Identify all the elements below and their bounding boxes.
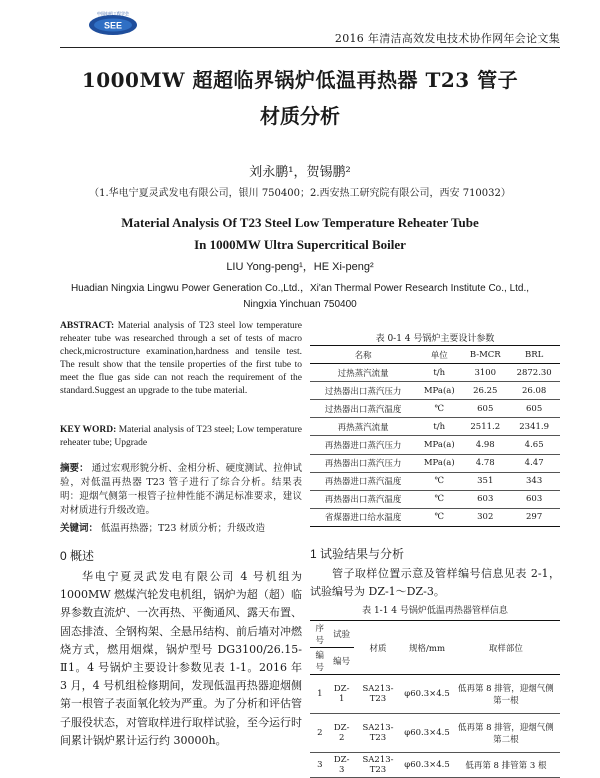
table-cell: SA213-T23 — [362, 723, 394, 743]
keywords-en — [60, 424, 302, 450]
table-cell: φ60.3×4.5 — [404, 728, 450, 738]
table-header-row — [310, 621, 560, 648]
table-cell: 过热蒸汽流量 — [337, 368, 389, 379]
table-cell: 再热器进口蒸汽压力 — [324, 441, 402, 452]
abstract-zh — [60, 462, 302, 518]
table-cell: 605 — [477, 403, 494, 414]
table-cell: 4.78 — [475, 458, 495, 469]
table-cell: SA213-T23 — [362, 684, 394, 704]
table-cell: 再热器出口蒸汽温度 — [324, 495, 402, 506]
table-cell: t/h — [433, 367, 446, 378]
tube-samples-table — [310, 620, 560, 778]
table-cell: 26.08 — [521, 385, 547, 396]
table-row — [310, 508, 560, 526]
table-header-cell: B-MCR — [469, 349, 501, 360]
table-cell: 2511.2 — [470, 421, 501, 432]
table-cell: 过热器出口蒸汽温度 — [324, 404, 402, 415]
title-zh-line2: 材质分析 — [260, 104, 340, 128]
table-header-cell: 试验 — [333, 630, 351, 640]
table-row — [310, 436, 560, 454]
table-header-cell: 序号 — [315, 624, 325, 646]
table-cell: 351 — [477, 476, 494, 487]
table-cell: t/h — [433, 421, 446, 432]
table-cell: DZ-2 — [333, 723, 350, 743]
table-cell: 再热器出口蒸汽压力 — [324, 459, 402, 470]
table-cell: MPa(a) — [423, 385, 455, 396]
table-header-cell: 编号 — [315, 651, 325, 673]
abstract-en — [60, 320, 302, 398]
keywords-zh — [60, 520, 302, 534]
table-cell: MPa(a) — [423, 440, 455, 451]
table-row — [310, 490, 560, 508]
title-en-line2: In 1000MW Ultra Supercritical Boiler — [194, 237, 406, 252]
table-cell: SA213-T23 — [362, 755, 394, 775]
keywords-zh-label: 关键词： — [60, 523, 99, 534]
abstract-zh-text: 通过宏观形貌分析、金相分析、硬度测试、拉伸试验，对低温再热器 T23 管子进行了综合分析。结果表明：迎烟气侧第一根管子拉伸性能不满足标准要求，建议对材质进行升级改造。 — [60, 463, 302, 516]
table-header-cell: 规格/mm — [409, 643, 445, 654]
abstract-label: ABSTRACT: — [60, 321, 115, 331]
table-cell: 302 — [477, 512, 494, 523]
section-0-heading: 0 概述 — [60, 549, 95, 563]
abstract-text: Material analysis of T23 steel low temperature reheater tube was researched through a set of tests of macro check,microstructure examination,hardness and tensile test. The result show that the tensile properties of the first tube to meet the flue gas side can not reach the requirement of the standard.Suggest an upgrade to the tube material. — [60, 321, 302, 396]
authors-zh: 刘永鹏¹，贺锡鹏² — [249, 165, 351, 180]
logo-text: SEE — [103, 20, 123, 31]
table-cell: ℃ — [434, 512, 445, 523]
table-cell: 603 — [477, 494, 494, 505]
table-header-cell: 材质 — [369, 643, 387, 654]
affiliation-zh: （1.华电宁夏灵武发电有限公司，银川 750400；2.西安热工研究院有限公司，西安 710032） — [89, 188, 511, 199]
table-cell: 低再第 8 排管第 3 根 — [465, 761, 547, 771]
table-cell: 605 — [526, 403, 543, 414]
table-row — [310, 753, 560, 778]
table-row — [310, 400, 560, 418]
intro-paragraph: 华电宁夏灵武发电有限公司 4 号机组为 1000MW 燃煤汽轮发电机组，锅炉为超（超）临界参数直流炉、一次再热、平衡通风、露天布置、固态排渣、全钢构架、全悬吊结构、前后墙对冲燃烧方式，燃用烟煤，锅炉型号 DG3100/26.15-Ⅱ1。4 号锅炉主要设计参数见表 1-1。2016 年 3 月，4 号机组检修期间，发现低温再热器迎烟侧第一根管子表面氧化较为严重。为了分析和评估管子服役状态，对管取样进行取样试验，至今运行时间累计锅炉累计运行约 30000h。 — [60, 570, 302, 747]
table-cell: 4.98 — [475, 440, 495, 451]
affiliation-en-line1: Huadian Ningxia Lingwu Power Generation Co.,Ltd.，Xi'an Thermal Power Research Institute Co., Ltd., — [70, 283, 530, 294]
boiler-parameters-table — [310, 345, 560, 527]
section-1-heading: 1 试验结果与分析 — [310, 547, 405, 561]
table-cell: ℃ — [434, 403, 445, 414]
table-cell: DZ-3 — [333, 755, 350, 775]
table-cell: 297 — [526, 512, 543, 523]
keywords-zh-text: 低温再热器；T23 材质分析；升级改造 — [101, 523, 265, 534]
table-1-caption: 表 0-1 4 号锅炉主要设计参数 — [375, 334, 495, 344]
table-row — [310, 714, 560, 753]
table-header-cell: 单位 — [430, 350, 448, 361]
table-cell: MPa(a) — [423, 458, 455, 469]
table-row — [310, 454, 560, 472]
keywords-text: Material analysis of T23 steel; Low temperature reheater tube; Upgrade — [60, 425, 302, 448]
title-en-line1: Material Analysis Of T23 Steel Low Temperature Reheater Tube — [121, 215, 479, 230]
table-header-row — [310, 346, 560, 364]
results-paragraph: 管子取样位置示意及管样编号信息见表 2-1，试验编号为 DZ-1～DZ-3。 — [310, 567, 560, 598]
table-header-cell: BRL — [524, 349, 544, 360]
running-head: 2016 年清洁高效发电技术协作网年会论文集 — [334, 32, 560, 45]
table-cell: φ60.3×4.5 — [404, 689, 450, 699]
table-cell: 低再第 8 排管，迎烟气侧第二根 — [457, 723, 554, 745]
keywords-label: KEY WORD: — [60, 425, 117, 435]
table-cell: 3 — [317, 760, 323, 770]
table-cell: φ60.3×4.5 — [404, 760, 450, 770]
table-row — [310, 418, 560, 436]
table-cell: 2341.9 — [519, 421, 550, 432]
table-row — [310, 675, 560, 714]
abstract-zh-label: 摘要： — [60, 463, 89, 474]
table-cell: 2 — [317, 728, 323, 738]
table-row — [310, 472, 560, 490]
logo-subtext: 中国电机工程学会 — [97, 11, 129, 16]
table-2-caption: 表 1-1 4 号锅炉低温再热器管样信息 — [362, 606, 508, 616]
table-cell: 过热器出口蒸汽压力 — [324, 386, 402, 397]
table-cell: 再热蒸汽流量 — [337, 422, 389, 433]
table-cell: 1 — [317, 689, 323, 699]
table-cell: 603 — [526, 494, 543, 505]
header-rule — [60, 47, 560, 48]
affiliation-en-line2: Ningxia Yinchuan 750400 — [243, 299, 357, 310]
table-cell: ℃ — [434, 494, 445, 505]
title-zh-line1: 1000MW 超超临界锅炉低温再热器 T23 管子 — [81, 68, 519, 92]
table-cell: 3100 — [474, 367, 497, 378]
table-row — [310, 382, 560, 400]
table-cell: 省煤器进口给水温度 — [324, 513, 402, 524]
authors-en: LIU Yong-peng¹，HE Xi-peng² — [226, 261, 374, 273]
table-cell: 343 — [526, 476, 543, 487]
table-cell: ℃ — [434, 476, 445, 487]
table-cell: DZ-1 — [333, 684, 350, 704]
table-cell: 4.65 — [524, 440, 544, 451]
table-header-cell: 取样部位 — [488, 643, 523, 654]
conference-logo — [88, 10, 138, 36]
table-row — [310, 364, 560, 382]
table-cell: 2872.30 — [516, 367, 552, 378]
table-cell: 26.25 — [473, 385, 498, 396]
table-cell: 低再第 8 排管，迎烟气侧第一根 — [457, 684, 554, 706]
table-header-cell: 名称 — [354, 350, 372, 361]
table-cell: 再热器进口蒸汽温度 — [324, 477, 402, 488]
table-cell: 4.47 — [524, 458, 544, 469]
table-header-cell: 编号 — [333, 657, 351, 667]
